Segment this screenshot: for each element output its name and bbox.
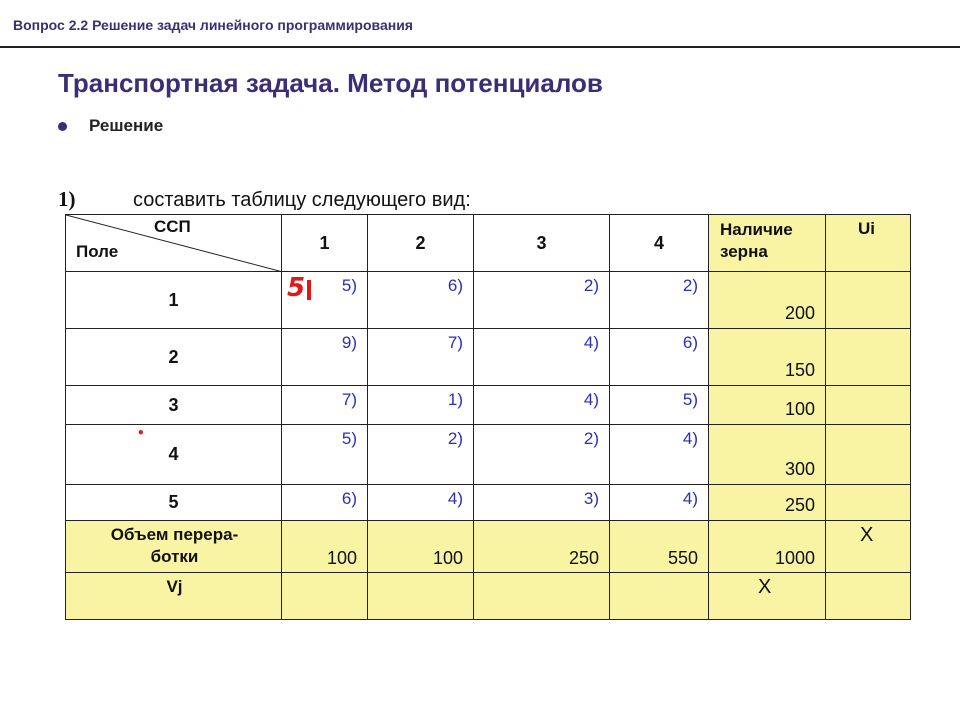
cost-cell <box>609 424 709 485</box>
demand-label-line2: ботки <box>150 547 199 566</box>
cost-cell <box>473 328 610 386</box>
cost-value: 5) <box>341 429 357 448</box>
demand-cell <box>281 520 368 573</box>
demand-label-cell <box>65 520 282 573</box>
cost-cell <box>281 484 368 521</box>
cost-cell <box>609 385 709 425</box>
row-label-1: 1 <box>65 271 282 329</box>
supply-cell <box>708 271 826 329</box>
cost-value: 9) <box>341 333 357 352</box>
ui-cell <box>825 328 911 386</box>
cost-value: 2) <box>682 276 698 295</box>
demand-ui-mark: X <box>860 524 874 546</box>
cost-value: 4) <box>583 390 599 409</box>
transport-table <box>65 214 911 620</box>
step-text: составить таблицу следующего вид: <box>133 189 471 211</box>
cost-cell <box>367 484 474 521</box>
supply-cell <box>708 484 826 521</box>
supply-value: 300 <box>784 459 815 479</box>
cost-value: 6) <box>682 333 698 352</box>
red-dot-mark: • <box>137 426 145 440</box>
demand-ui-cell <box>825 520 911 573</box>
demand-cell <box>609 520 709 573</box>
column-header-4: 4 <box>609 214 709 272</box>
column-header-1: 1 <box>281 214 368 272</box>
demand-label-line1: Объем перера- <box>110 525 239 544</box>
cost-cell <box>473 484 610 521</box>
ui-cell <box>825 271 911 329</box>
ui-cell <box>825 424 911 485</box>
ui-cell <box>825 484 911 521</box>
demand-total-cell <box>708 520 826 573</box>
cost-cell <box>609 484 709 521</box>
cost-value: 4) <box>682 429 698 448</box>
cost-value: 2) <box>583 429 599 448</box>
demand-total: 1000 <box>774 548 815 568</box>
cost-cell <box>281 385 368 425</box>
column-header-3: 3 <box>473 214 610 272</box>
cost-value: 6) <box>341 489 357 508</box>
cost-cell <box>609 328 709 386</box>
step-row <box>58 187 471 212</box>
vj-cell <box>367 572 474 620</box>
cost-cell <box>473 424 610 485</box>
demand-cell <box>367 520 474 573</box>
cost-value: 4) <box>583 333 599 352</box>
demand-value: 250 <box>568 548 599 568</box>
cost-value: 5) <box>682 390 698 409</box>
step-number: 1) <box>58 187 76 211</box>
ui-header-label: Ui <box>858 219 875 238</box>
corner-cell <box>65 214 282 272</box>
cost-cell <box>367 424 474 485</box>
red-handwritten-stroke <box>307 280 311 300</box>
supply-header-line2: зерна <box>720 242 768 261</box>
cost-cell <box>609 271 709 329</box>
demand-value: 100 <box>326 548 357 568</box>
ui-cell <box>825 385 911 425</box>
supply-value: 100 <box>784 399 815 419</box>
cost-value: 2) <box>583 276 599 295</box>
vj-supply-cell <box>708 572 826 620</box>
corner-bottom-label: Поле <box>76 242 119 261</box>
row-label-3: 3 <box>65 385 282 425</box>
red-handwritten-mark: 5 <box>287 273 306 303</box>
bullet-row <box>58 116 163 136</box>
vj-cell <box>609 572 709 620</box>
supply-value: 200 <box>784 303 815 323</box>
cost-cell <box>367 271 474 329</box>
bullet-text: Решение <box>89 116 164 135</box>
demand-value: 100 <box>432 548 463 568</box>
header-title: Вопрос 2.2 Решение задач линейного программирования <box>13 17 413 33</box>
vj-ui-cell <box>825 572 911 620</box>
corner-top-label: ССП <box>154 217 191 236</box>
column-header-2: 2 <box>367 214 474 272</box>
cost-value: 4) <box>682 489 698 508</box>
supply-cell <box>708 385 826 425</box>
row-label-2: 2 <box>65 328 282 386</box>
cost-value: 4) <box>447 489 463 508</box>
supply-header <box>708 214 826 272</box>
vj-label: Vj <box>166 577 183 596</box>
supply-value: 250 <box>784 495 815 515</box>
row-label-4: 4 <box>65 424 282 485</box>
cost-value: 3) <box>583 489 599 508</box>
cost-cell <box>473 385 610 425</box>
cost-value: 6) <box>447 276 463 295</box>
demand-value: 550 <box>667 548 698 568</box>
vj-label-cell <box>65 572 282 620</box>
bullet-dot-icon <box>58 122 67 131</box>
supply-header-line1: Наличие <box>720 220 793 239</box>
cost-cell <box>281 424 368 485</box>
cost-value: 2) <box>447 429 463 448</box>
row-label-5: 5 <box>65 484 282 521</box>
cost-value: 5) <box>341 276 357 295</box>
vj-cell <box>473 572 610 620</box>
slide-title: Транспортная задача. Метод потенциалов <box>58 68 603 98</box>
supply-cell <box>708 328 826 386</box>
cost-cell <box>281 328 368 386</box>
header-bar <box>0 0 960 48</box>
ui-header <box>825 214 911 272</box>
supply-cell <box>708 424 826 485</box>
cost-value: 1) <box>447 390 463 409</box>
demand-cell <box>473 520 610 573</box>
cost-value: 7) <box>341 390 357 409</box>
cost-cell <box>367 385 474 425</box>
vj-supply-mark: X <box>758 576 772 598</box>
vj-cell <box>281 572 368 620</box>
cost-value: 7) <box>447 333 463 352</box>
supply-value: 150 <box>784 360 815 380</box>
cost-cell <box>367 328 474 386</box>
cost-cell <box>473 271 610 329</box>
